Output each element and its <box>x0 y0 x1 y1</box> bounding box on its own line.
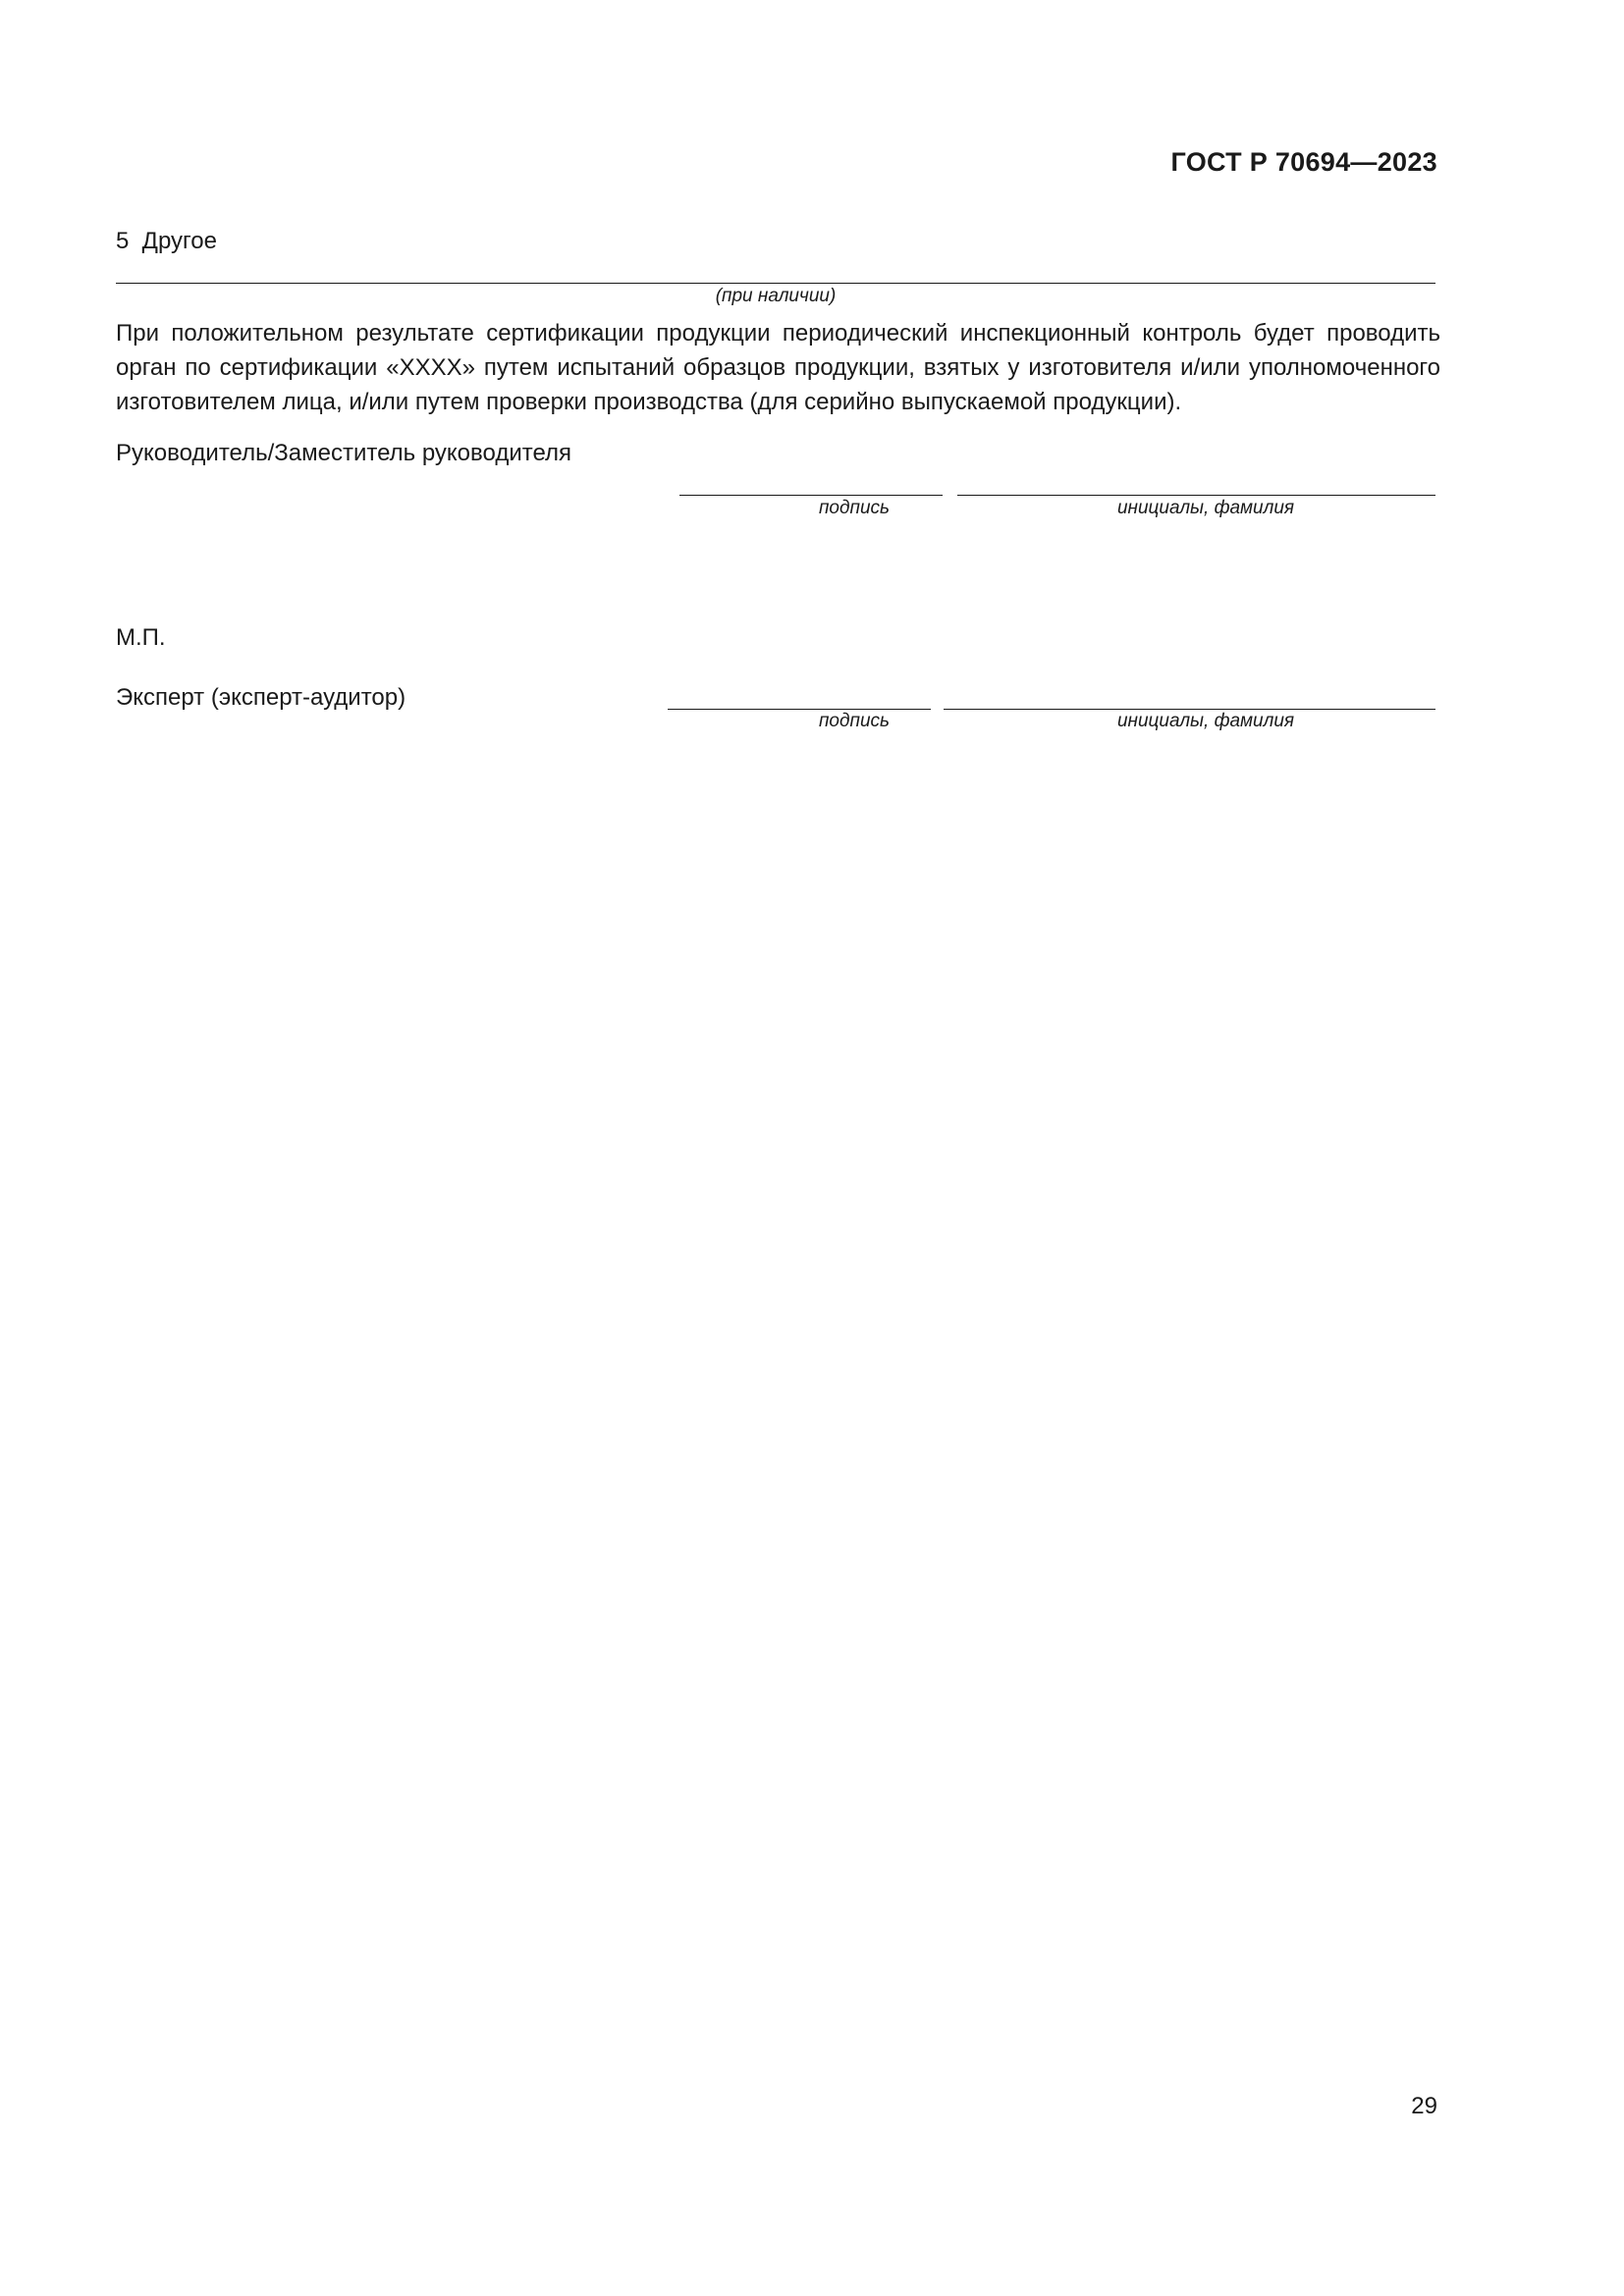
page-number: 29 <box>1411 2093 1437 2119</box>
expert-signature-line <box>668 709 931 710</box>
head-name-line <box>957 495 1435 496</box>
head-name-caption: инициалы, фамилия <box>1116 498 1295 518</box>
stamp-label: М.П. <box>116 624 166 651</box>
head-signatory-label: Руководитель/Заместитель руководителя <box>116 440 572 466</box>
expert-label: Эксперт (эксперт-аудитор) <box>116 684 406 711</box>
expert-signature-caption: подпись <box>818 711 891 731</box>
head-signature-caption: подпись <box>818 498 891 518</box>
expert-name-caption: инициалы, фамилия <box>1116 711 1295 731</box>
section-title: 5 Другое <box>116 228 217 254</box>
expert-name-line <box>944 709 1435 710</box>
fill-in-caption: (при наличии) <box>715 286 837 306</box>
body-paragraph: При положительном результате сертификации продукции периодический инспекционный контроль будет проводить орган по сертификации «XXXX» путем испытаний образцов продукции, взятых у изготовителя и/или уполномоченного изготовителем лица, и/или путем проверки производства (для серийно выпускаемой продукции). <box>116 320 1440 415</box>
fill-in-line <box>116 283 1435 284</box>
standard-code: ГОСТ Р 70694—2023 <box>1170 147 1437 177</box>
head-signature-line <box>679 495 943 496</box>
